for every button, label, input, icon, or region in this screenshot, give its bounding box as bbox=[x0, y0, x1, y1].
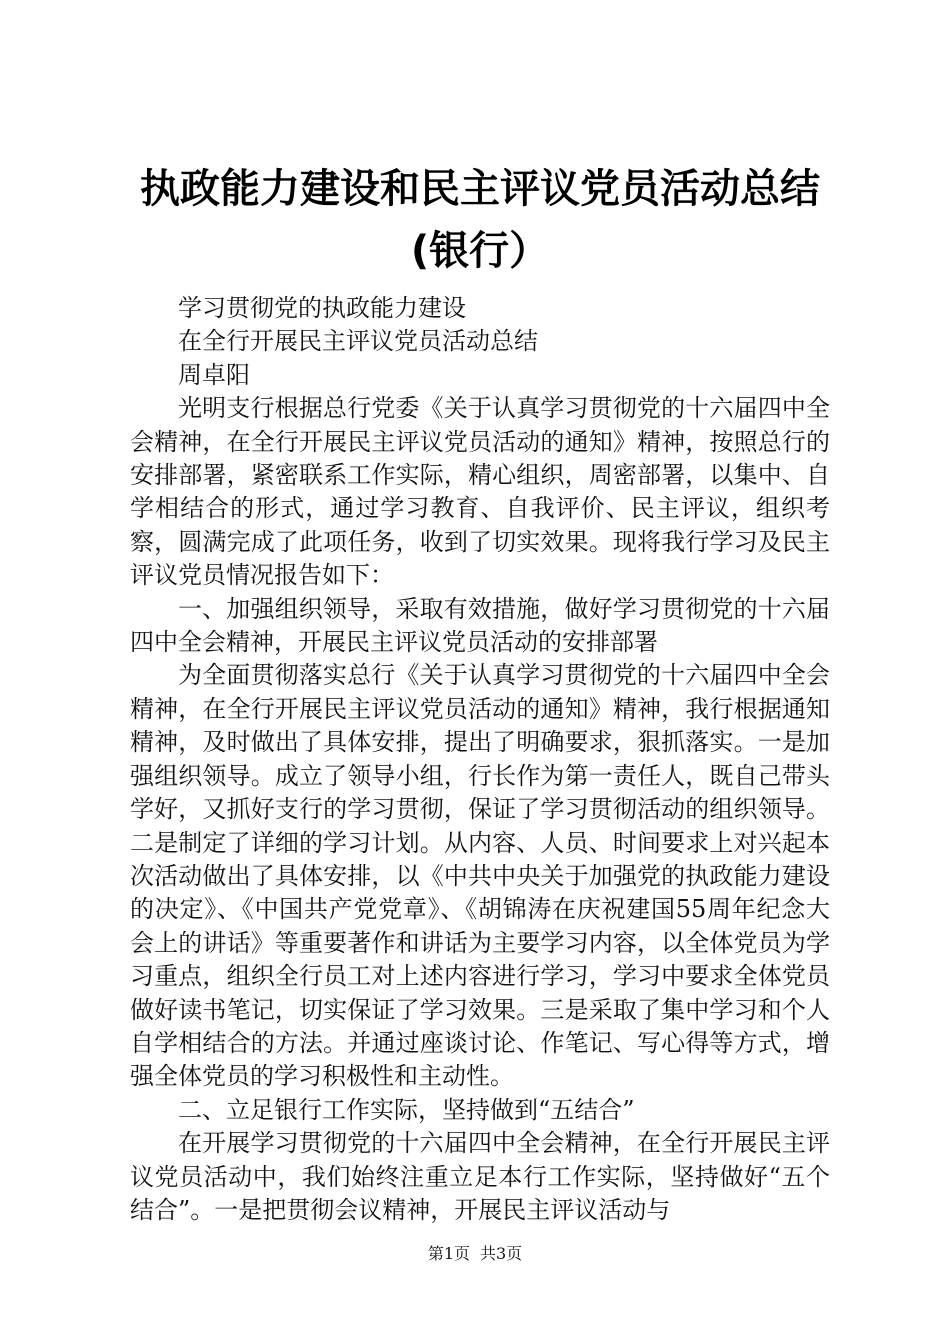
document-title: 执政能力建设和民主评议党员活动总结(银行） bbox=[140, 166, 820, 274]
author-name: 周卓阳 bbox=[178, 360, 250, 389]
section-heading-2: 二、立足银行工作实际，坚持做到“五结合” bbox=[178, 1095, 635, 1124]
intro-paragraph: 光明支行根据总行党委《关于认真学习贯彻党的十六届四中全会精神，在全行开展民主评议党员活动的通知》精神，按照总行的安排部署，紧密联系工作实际，精心组织，周密部署，以集中、自学相结合的形式，通过学习教育、自我评价、民主评议，组织考察，圆满完成了此项任务，收到了切实效果。现将我行学习及民主评议党员情况报告如下： bbox=[130, 394, 830, 590]
subtitle-line-1: 学习贯彻党的执政能力建设 bbox=[178, 294, 466, 322]
page-total: 共3页 bbox=[480, 1244, 523, 1263]
page-footer bbox=[0, 1244, 950, 1264]
document-body bbox=[130, 292, 830, 1227]
section-1-paragraph: 为全面贯彻落实总行《关于认真学习贯彻党的十六届四中全会精神，在全行开展民主评议党员活动的通知》精神，我行根据通知精神，及时做出了具体安排，提出了明确要求，狠抓落实。一是加强组织领导。成立了领导小组，行长作为第一责任人，既自己带头学好，又抓好支行的学习贯彻，保证了学习贯彻活动的组织领导。二是制定了详细的学习计划。从内容、人员、时间要求上对兴起本次活动做出了具体安排，以《中共中央关于加强党的执政能力建设的决定》、《中国共产党党章》、《胡锦涛在庆祝建国55周年纪念大会上的讲话》等重要著作和讲话为主要学习内容，以全体党员为学习重点，组织全行员工对上述内容进行学习，学习中要求全体党员做好读书笔记，切实保证了学习效果。三是采取了集中学习和个人自学相结合的方法。并通过座谈讨论、作笔记、写心得等方式，增强全体党员的学习积极性和主动性。 bbox=[130, 661, 830, 1091]
section-heading-1: 一、加强组织领导，采取有效措施，做好学习贯彻党的十六届四中全会精神，开展民主评议党员活动的安排部署 bbox=[130, 594, 830, 657]
subtitle-line-2: 在全行开展民主评议党员活动总结 bbox=[178, 327, 538, 356]
section-2-paragraph: 在开展学习贯彻党的十六届四中全会精神，在全行开展民主评议党员活动中，我们始终注重立足本行工作实际，坚持做好“五个结合”。一是把贯彻会议精神，开展民主评议活动与 bbox=[130, 1129, 830, 1224]
page-number: 第1页 bbox=[427, 1244, 470, 1263]
